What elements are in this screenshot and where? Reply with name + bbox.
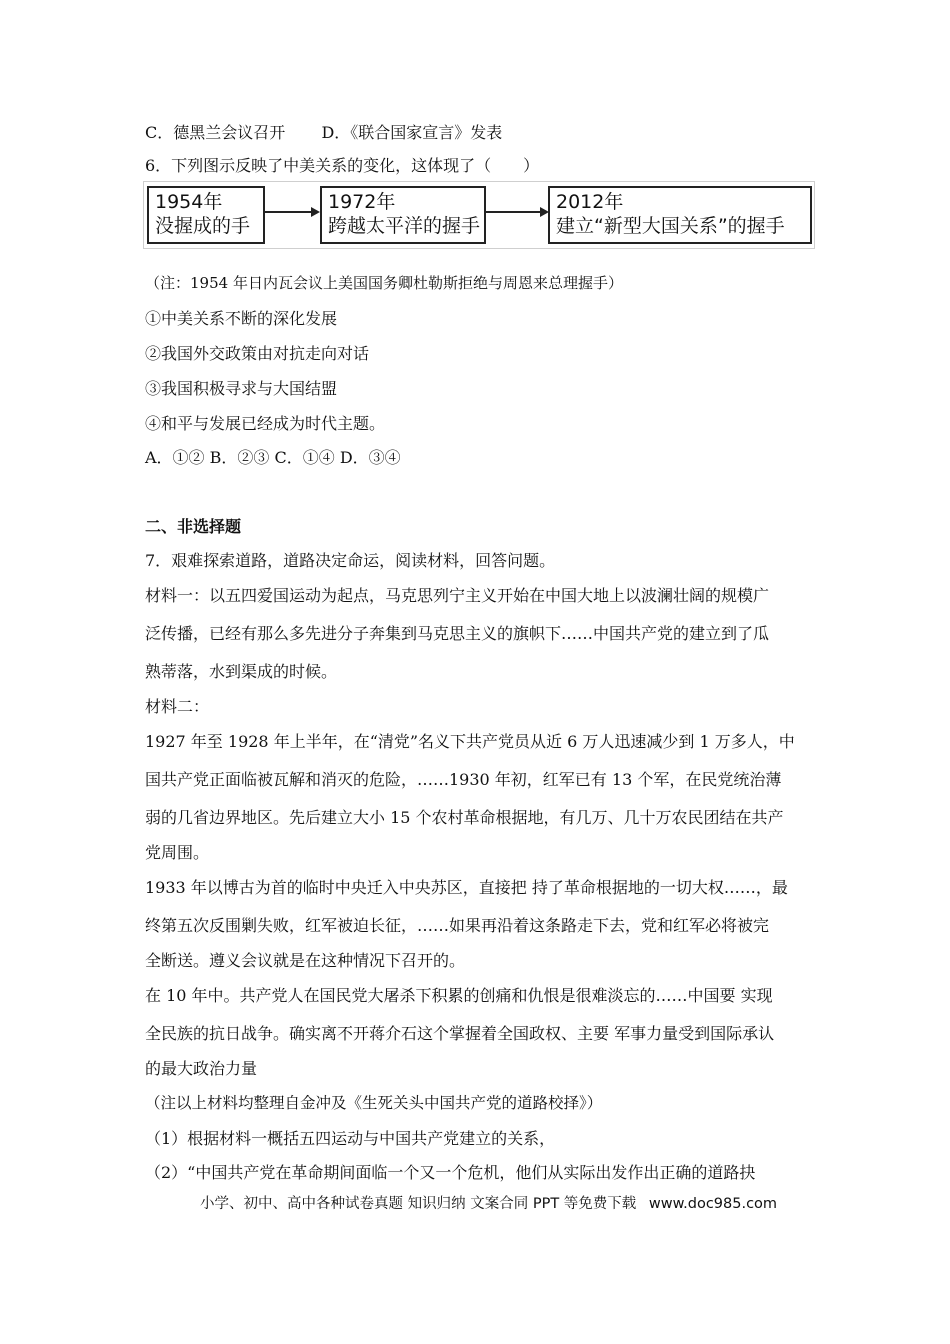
- material1-line: 材料一：以五四爱国运动为起点，马克思列宁主义开始在中国大地上以波澜壮阔的规模广: [145, 586, 770, 605]
- statement-4: ④和平与发展已经成为时代主题。: [145, 414, 386, 433]
- diagram-box-year: 1954年: [155, 191, 223, 213]
- option-d: D．《联合国家宣言》发表: [321, 123, 503, 142]
- diagram-box-text: 跨越太平洋的握手: [328, 215, 481, 237]
- material2-line: 党周围。: [145, 843, 210, 862]
- material2-line: 的最大政治力量: [145, 1059, 258, 1078]
- diagram-box-year: 1972年: [328, 191, 396, 213]
- arrow-icon: [265, 204, 321, 220]
- statement-3: ③我国积极寻求与大国结盟: [145, 379, 338, 398]
- question7-stem: 7．艰难探索道路，道路决定命运，阅读材料，回答问题。: [145, 551, 556, 570]
- material2-line: 弱的几省边界地区。先后建立大小 15 个农村革命根据地，有几万、几十万农民团结在共产: [145, 808, 784, 827]
- option-c: C．德黑兰会议召开: [145, 123, 286, 142]
- diagram-box-1954: [147, 186, 265, 244]
- material2-line: 国共产党正面临被瓦解和消灭的危险，……1930 年初，红军已有 13 个军，在民党统治薄: [145, 770, 782, 789]
- diagram-box-text: 没握成的手: [155, 215, 251, 237]
- material1-line: 泛传播，已经有那么多先进分子奔集到马克思主义的旗帜下……中国共产党的建立到了瓜: [145, 624, 770, 643]
- material2-line: 全断送。遵义会议就是在这种情况下召开的。: [145, 951, 466, 970]
- arrow-icon: [486, 204, 550, 220]
- material2-line: 1933 年以博古为首的临时中央迁入中央苏区，直接把 持了革命根据地的一切大权……，最: [145, 878, 788, 897]
- statement-1: ①中美关系不断的深化发展: [145, 309, 338, 328]
- sub-question-1: （1）根据材料一概括五四运动与中国共产党建立的关系，: [145, 1129, 556, 1148]
- question5-options-row: [145, 120, 502, 143]
- sub-question-2: （2）“中国共产党在革命期间面临一个又一个危机，他们从实际出发作出正确的道路抉: [145, 1163, 756, 1182]
- footer-text: 小学、初中、高中各种试卷真题 知识归纳 文案合同 PPT 等免费下载: [200, 1196, 637, 1212]
- footer-url[interactable]: www.doc985.com: [648, 1196, 778, 1212]
- question6-note: （注：1954 年日内瓦会议上美国国务卿杜勒斯拒绝与周恩来总理握手）: [145, 274, 623, 292]
- section-heading: 二、非选择题: [145, 517, 242, 536]
- statement-2: ②我国外交政策由对抗走向对话: [145, 344, 370, 363]
- question6-stem: 6．下列图示反映了中美关系的变化，这体现了（ ）: [145, 156, 540, 175]
- diagram-box-year: 2012年: [556, 191, 624, 213]
- material2-line: 全民族的抗日战争。确实离不开蒋介石这个掌握着全国政权、主要 军事力量受到国际承认: [145, 1024, 775, 1043]
- diagram-box-1972: [320, 186, 486, 244]
- material1-line: 熟蒂落，水到渠成的时候。: [145, 662, 338, 681]
- material2-line: 在 10 年中。共产党人在国民党大屠杀下积累的创痛和仇恨是很难淡忘的……中国要 实现: [145, 986, 773, 1005]
- material2-label: 材料二：: [145, 697, 210, 716]
- page-footer: [200, 1192, 777, 1213]
- diagram-box-2012: [548, 186, 812, 244]
- question6-options: A．①② B．②③ C．①④ D．③④: [145, 448, 401, 467]
- source-note: （注以上材料均整理自金冲及《生死关头中国共产党的道路校择》）: [145, 1094, 603, 1112]
- material2-line: 1927 年至 1928 年上半年，在“清党”名义下共产党员从近 6 万人迅速减少到 1 万多人，中: [145, 732, 795, 751]
- relations-diagram: [143, 181, 815, 249]
- material2-line: 终第五次反围剿失败，红军被迫长征，……如果再沿着这条路走下去，党和红军必将被完: [145, 916, 770, 935]
- diagram-box-text: 建立“新型大国关系”的握手: [556, 215, 785, 237]
